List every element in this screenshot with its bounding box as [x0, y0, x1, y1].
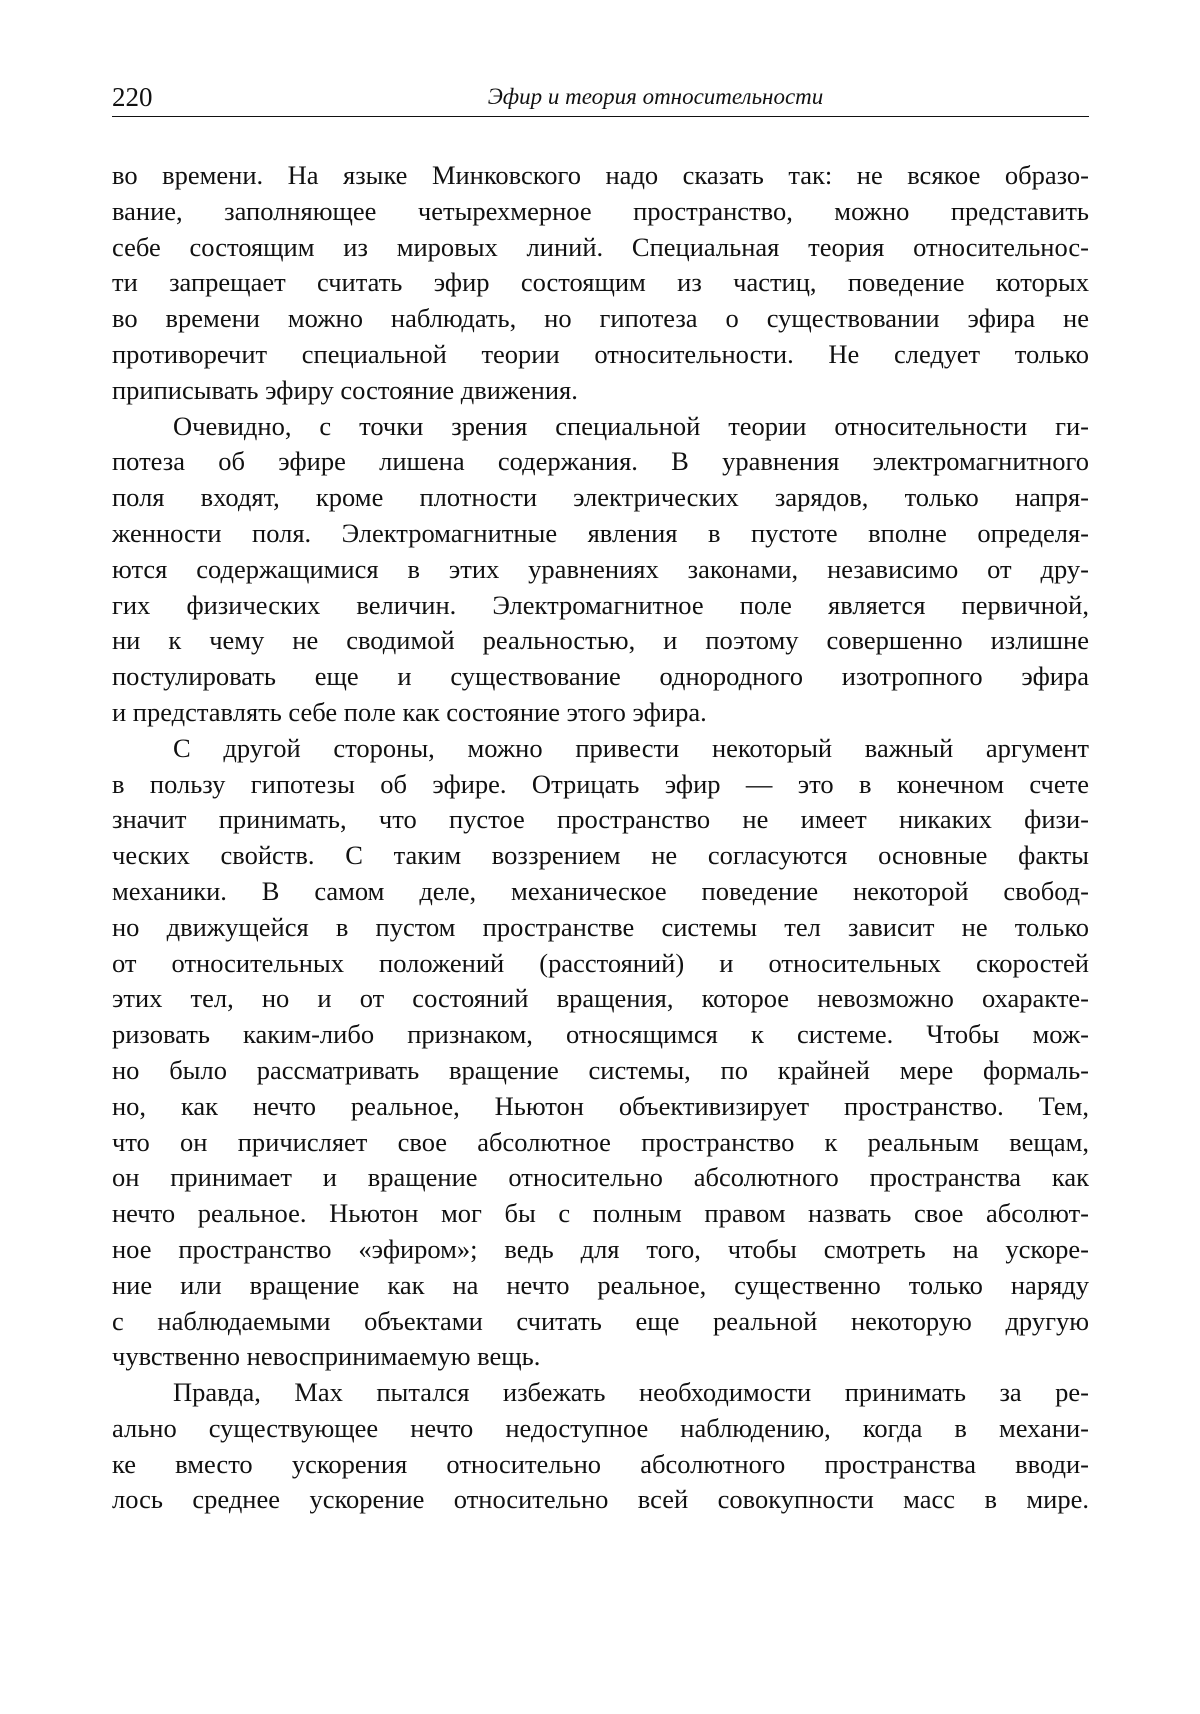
text-line: ризовать каким-либо признаком, относящимся к системе. Чтобы мож- [112, 1019, 1089, 1050]
text-line: но, как нечто реальное, Ньютон объективизирует пространство. Тем, [112, 1090, 1089, 1121]
paragraph-3 [112, 731, 1089, 1375]
text-line: ально существующее нечто недоступное наблюдению, когда в механи- [112, 1412, 1089, 1443]
text-line: от относительных положений (расстояний) и относительных скоростей [112, 947, 1089, 978]
text-line: ческих свойств. С таким воззрением не согласуются основные факты [112, 840, 1089, 871]
text-line: лось среднее ускорение относительно всей совокупности масс в мире. [112, 1484, 1089, 1515]
text-line: С другой стороны, можно привести некоторый важный аргумент [173, 732, 1089, 763]
text-line: ются содержащимися в этих уравнениях законами, независимо от дру- [112, 553, 1089, 584]
paragraph-2 [112, 409, 1089, 731]
text-line: но движущейся в пустом пространстве системы тел зависит не только [112, 911, 1089, 942]
text-line: женности поля. Электромагнитные явления в пустоте вполне определя- [112, 517, 1089, 548]
text-line: поля входят, кроме плотности электрических зарядов, только напря- [112, 482, 1089, 513]
text-line: во времени. На языке Минковского надо сказать так: не всякое образо- [112, 160, 1089, 190]
page-number: 220 [112, 82, 153, 112]
text-line: и представлять себе поле как состояние этого эфира. [112, 696, 707, 727]
text-line: потеза об эфире лишена содержания. В уравнения электромагнитного [112, 446, 1089, 477]
body-text [112, 158, 1089, 1518]
text-line: гих физических величин. Электромагнитное поле является первичной, [112, 589, 1089, 620]
running-title: Эфир и теория относительности [487, 84, 824, 109]
text-line: приписывать эфиру состояние движения. [112, 374, 578, 405]
text-line: противоречит специальной теории относительности. Не следует только [112, 338, 1089, 369]
text-line: чувственно невоспринимаемую вещь. [112, 1341, 541, 1372]
text-line: нечто реальное. Ньютон мог бы с полным правом назвать свое абсолют- [112, 1198, 1089, 1229]
text-line: в пользу гипотезы об эфире. Отрицать эфир — это в конечном счете [112, 768, 1089, 799]
text-line: ние или вращение как на нечто реальное, существенно только наряду [112, 1269, 1089, 1300]
text-line: себе состоящим из мировых линий. Специальная теория относительнос- [112, 231, 1089, 262]
text-line: постулировать еще и существование однородного изотропного эфира [112, 661, 1089, 692]
text-line: ни к чему не сводимой реальностью, и поэтому совершенно излишне [112, 625, 1089, 656]
paragraph-4 [112, 1375, 1089, 1518]
text-line: вание, заполняющее четырехмерное пространство, можно представить [112, 195, 1089, 226]
text-line: Очевидно, с точки зрения специальной теории относительности ги- [173, 410, 1089, 441]
text-line: во времени можно наблюдать, но гипотеза о существовании эфира не [112, 303, 1089, 334]
paragraph-1 [112, 158, 1089, 409]
text-line: с наблюдаемыми объектами считать еще реальной некоторую другую [112, 1305, 1089, 1336]
text-line: ке вместо ускорения относительно абсолютного пространства вводи- [112, 1448, 1089, 1479]
text-line: ти запрещает считать эфир состоящим из частиц, поведение которых [112, 267, 1089, 298]
text-line: но было рассматривать вращение системы, по крайней мере формаль- [112, 1054, 1089, 1085]
text-line: он принимает и вращение относительно абсолютного пространства как [112, 1162, 1089, 1193]
text-line: этих тел, но и от состояний вращения, которое невозможно охаракте- [112, 983, 1089, 1014]
text-line: ное пространство «эфиром»; ведь для того, чтобы смотреть на ускоре- [112, 1233, 1089, 1264]
text-line: Правда, Мах пытался избежать необходимости принимать за ре- [173, 1377, 1089, 1408]
running-header [112, 82, 1089, 117]
text-line: значит принимать, что пустое пространство не имеет никаких физи- [112, 804, 1089, 835]
text-line: что он причисляет свое абсолютное пространство к реальным вещам, [112, 1126, 1089, 1157]
book-page [112, 0, 1089, 1714]
text-line: механики. В самом деле, механическое поведение некоторой свобод- [112, 875, 1089, 906]
